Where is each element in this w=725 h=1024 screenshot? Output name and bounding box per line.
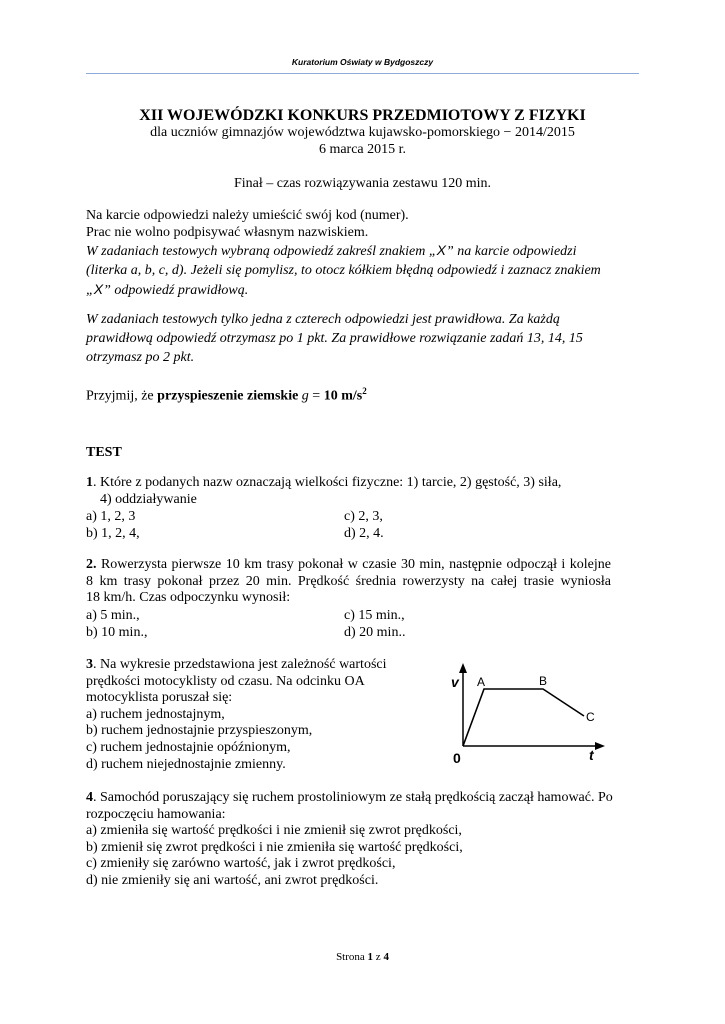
gravity-value: 10 m/s — [323, 388, 363, 404]
point-c-label: C — [586, 710, 595, 724]
gravity-bold: przyspieszenie ziemskie — [157, 388, 299, 404]
q1-answer-b: b) 1, 2, 4, — [86, 526, 140, 541]
instruction-italic-2b: prawidłową odpowiedź otrzymasz po 1 pkt. Za prawidłowe rozwiązanie zadań 13, 14, 15 — [86, 331, 583, 346]
origin-label: 0 — [453, 750, 461, 766]
q1-answer-c: c) 2, 3, — [344, 509, 383, 524]
instructions-block — [86, 207, 639, 300]
instruction-line-1: Na karcie odpowiedzi należy umieścić swój kod (numer). — [86, 208, 409, 223]
q4-answer-d: d) nie zmieniły się ani wartość, ani zwrot prędkości. — [86, 872, 379, 888]
q2-answer-b: b) 10 min., — [86, 625, 148, 640]
q2-answer-c: c) 15 min., — [344, 608, 405, 623]
gravity-note — [86, 383, 639, 405]
footer-mid: z — [373, 951, 384, 963]
q1-number: 1 — [86, 475, 93, 490]
q2-text-a: Rowerzysta pierwsze 10 km trasy pokonał w czasie 30 min, następnie odpoczął i kolejne — [96, 557, 611, 572]
q1-text-b: 4) oddziaływanie — [100, 491, 197, 507]
q4-line-a — [86, 790, 631, 807]
page-footer — [0, 951, 725, 963]
q3-number: 3 — [86, 657, 93, 672]
point-b-label: B — [539, 674, 548, 688]
final-time: Finał – czas rozwiązywania zestawu 120 min. — [234, 176, 491, 191]
instruction-italic-2a: W zadaniach testowych tylko jedna z czterech odpowiedzi jest prawidłowa. Za każdą — [86, 312, 560, 327]
q1-answer-d: d) 2, 4. — [344, 526, 384, 541]
instruction-italic-1a: W zadaniach testowych wybraną odpowiedź zakreśl znakiem „ — [86, 244, 437, 259]
instruction-italic-2c: otrzymasz po 2 pkt. — [86, 350, 195, 365]
test-label: TEST — [86, 445, 122, 460]
question-4 — [86, 790, 631, 890]
gravity-exp: 2 — [362, 386, 367, 396]
q1-text-a: . Które z podanych nazw oznaczają wielkości fizyczne: 1) tarcie, 2) gęstość, 3) siła, — [93, 475, 562, 490]
q1-answer-a: a) 1, 2, 3 — [86, 509, 136, 524]
instruction-italic-1c: (literka a, b, c, d). Jeżeli się pomylisz, to otocz kółkiem błędną odpowiedź i zaznacz znakiem — [86, 263, 601, 278]
t-label: t — [589, 747, 594, 763]
q2-text-b: 8 km trasy pokonał przez 20 min. Prędkość średnia rowerzysty na całej trasie wyniosła — [86, 573, 611, 589]
v-axis-arrow-icon — [459, 663, 467, 673]
question-1 — [86, 475, 626, 508]
q3-answer-b: b) ruchem jednostajnie przyspieszonym, — [86, 723, 313, 739]
footer-prefix: Strona — [336, 951, 368, 963]
q2-number: 2. — [86, 557, 97, 572]
q4-answer-a: a) zmieniła się wartość prędkości i nie zmienił się zwrot prędkości, — [86, 823, 462, 839]
x-mark: X — [93, 281, 104, 297]
instruction-italic-1 — [86, 241, 639, 300]
gravity-eq: = — [308, 388, 324, 404]
t-axis-arrow-icon — [595, 742, 605, 750]
q2-text-c: 18 km/h. Czas odpoczynku wynosił: — [86, 590, 291, 606]
subtitle: dla uczniów gimnazjów województwa kujawsko-pomorskiego − 2014/2015 — [150, 125, 575, 140]
q4-answer-b: b) zmienił się zwrot prędkości i nie zmieniła się wartość prędkości, — [86, 839, 463, 855]
x-mark: X — [436, 242, 446, 258]
footer-page: 1 — [367, 951, 374, 963]
header-org: Kuratorium Oświaty w Bydgoszczy — [291, 57, 434, 67]
q3-text-c: motocyklista poruszał się: — [86, 690, 233, 706]
velocity-curve — [463, 689, 584, 746]
instruction-italic-1d: ” odpowiedź prawidłową. — [103, 283, 249, 298]
q3-answer-d: d) ruchem niejednostajnie zmienny. — [86, 756, 286, 772]
q2-line-a — [86, 557, 611, 574]
instruction-italic-2 — [86, 310, 639, 367]
point-a-label: A — [477, 675, 486, 689]
header-divider — [86, 73, 639, 74]
gravity-symbol: g — [301, 388, 309, 404]
q4-answer-c: c) zmieniły się zarówno wartość, jak i zwrot prędkości, — [86, 856, 396, 872]
page-title: XII WOJEWÓDZKI KONKURS PRZEDMIOTOWY Z FIZYKI — [139, 107, 586, 124]
q3-line-a — [86, 657, 426, 674]
q3-answer-a: a) ruchem jednostajnym, — [86, 706, 225, 722]
velocity-time-graph — [447, 660, 617, 772]
question-2 — [86, 557, 611, 607]
q4-text-a: . Samochód poruszający się ruchem prostoliniowym ze stałą prędkością zaczął hamować. Po — [93, 790, 613, 805]
q2-answer-a: a) 5 min., — [86, 608, 140, 623]
v-label: v — [451, 674, 459, 690]
gravity-prefix: Przyjmij, że — [86, 388, 158, 404]
date: 6 marca 2015 r. — [318, 142, 407, 157]
instruction-italic-1d-open: „ — [86, 283, 94, 298]
q4-number: 4 — [86, 790, 93, 805]
instruction-italic-1b: ” na karcie odpowiedzi — [445, 244, 577, 259]
question-3 — [86, 657, 426, 773]
q4-text-b: rozpoczęciu hamowania: — [86, 806, 226, 822]
footer-total: 4 — [383, 951, 389, 963]
q3-answer-c: c) ruchem jednostajnie opóźnionym, — [86, 739, 291, 755]
q3-text-a: . Na wykresie przedstawiona jest zależność wartości — [93, 657, 387, 672]
q3-text-b: prędkości motocyklisty od czasu. Na odcinku OA — [86, 673, 365, 689]
instruction-line-2: Prac nie wolno podpisywać własnym nazwiskiem. — [86, 225, 369, 240]
q2-answer-d: d) 20 min.. — [344, 625, 406, 640]
